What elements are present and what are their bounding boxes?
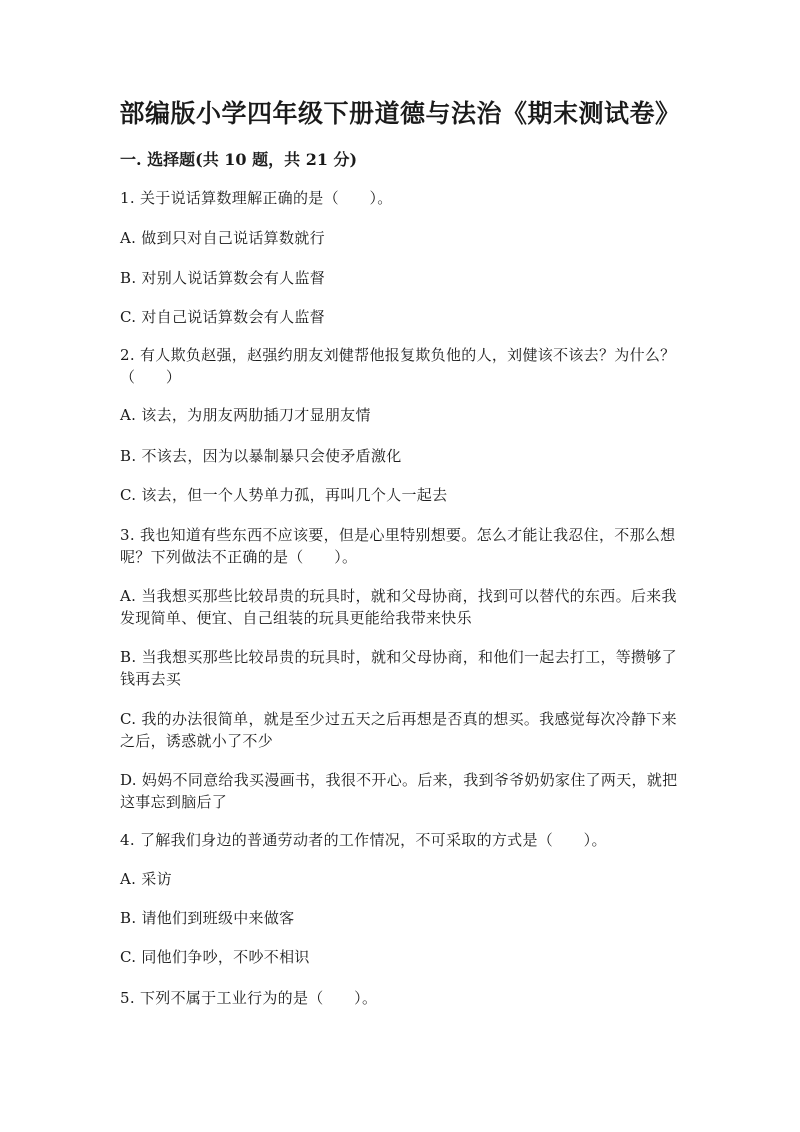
question-option: B. 不该去，因为以暴制暴只会使矛盾激化 xyxy=(120,447,402,465)
question-option: A. 当我想买那些比较昂贵的玩具时，就和父母协商，找到可以替代的东西。后来我发现简单、便宜、自己组装的玩具更能给我带来快乐 xyxy=(120,587,677,627)
question-option: A. 该去，为朋友两肋插刀才显朋友情 xyxy=(120,406,371,424)
question-option: C. 该去，但一个人势单力孤，再叫几个人一起去 xyxy=(120,486,448,504)
question-option: B. 对别人说话算数会有人监督 xyxy=(120,269,326,287)
question-option: C. 对自己说话算数会有人监督 xyxy=(120,308,325,326)
question-option: A. 采访 xyxy=(120,870,172,888)
section-heading: 一. 选择题(共 10 题，共 21 分) xyxy=(120,150,358,169)
question-stem: 2. 有人欺负赵强，赵强约朋友刘健帮他报复欺负他的人，刘健该不该去？为什么？（ ） xyxy=(120,346,676,386)
question-option: C. 同他们争吵，不吵不相识 xyxy=(120,948,310,966)
question-option: B. 请他们到班级中来做客 xyxy=(120,909,295,927)
question-option: C. 我的办法很简单，就是至少过五天之后再想是否真的想买。我感觉每次冷静下来之后，诱惑就小了不少 xyxy=(120,710,677,750)
question-stem: 3. 我也知道有些东西不应该要，但是心里特别想要。怎么才能让我忍住，不那么想呢？下列做法不正确的是（ ）。 xyxy=(120,526,676,566)
question-option: B. 当我想买那些比较昂贵的玩具时，就和父母协商，和他们一起去打工，等攒够了钱再去买 xyxy=(120,648,677,688)
question-stem: 4. 了解我们身边的普通劳动者的工作情况，不可采取的方式是（ ）。 xyxy=(120,831,607,849)
question-stem: 1. 关于说话算数理解正确的是（ ）。 xyxy=(120,189,393,207)
question-option: D. 妈妈不同意给我买漫画书，我很不开心。后来，我到爷爷奶奶家住了两天，就把这事忘到脑后了 xyxy=(120,771,678,811)
exam-title: 部编版小学四年级下册道德与法治《期末测试卷》 xyxy=(119,99,681,128)
question-option: A. 做到只对自己说话算数就行 xyxy=(120,229,325,247)
question-stem: 5. 下列不属于工业行为的是（ ）。 xyxy=(120,989,378,1007)
